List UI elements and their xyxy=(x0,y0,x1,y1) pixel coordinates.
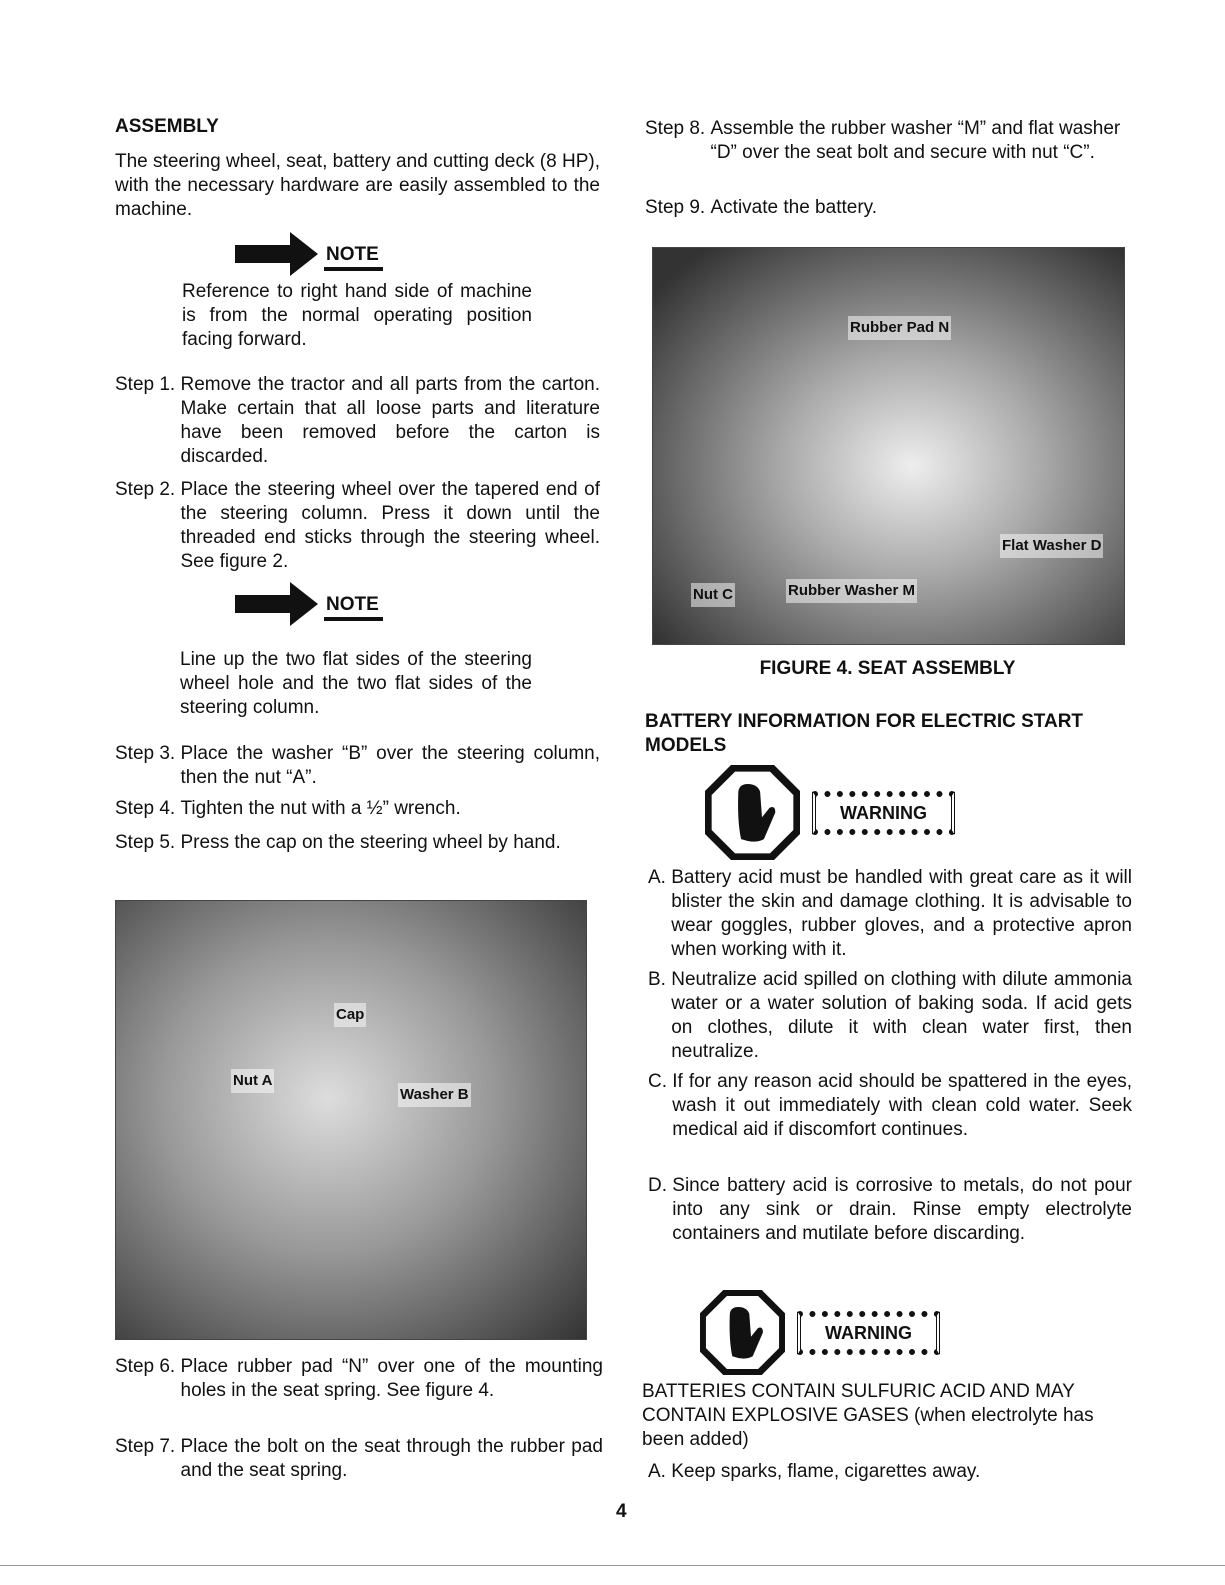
keep-sparks-item xyxy=(648,1460,1132,1484)
stop-hand-icon xyxy=(705,765,800,860)
seat-assembly-photo xyxy=(652,247,1125,645)
arrow-head-icon xyxy=(290,582,318,626)
item-text: Since battery acid is corrosive to metals, do not pour into any sink or drain. Rinse empty electrolyte containers and mutilate before discarding. xyxy=(672,1175,1132,1244)
batteries-warning-text: BATTERIES CONTAIN SULFURIC ACID AND MAY CONTAIN EXPLOSIVE GASES (when electrolyte has been added) xyxy=(642,1381,1094,1450)
item-label: A. xyxy=(648,867,672,888)
note-label: NOTE xyxy=(324,245,383,271)
battery-heading: BATTERY INFORMATION FOR ELECTRIC START MODELS xyxy=(645,711,1084,756)
photo-label: Washer B xyxy=(398,1083,471,1107)
item-text: Battery acid must be handled with great care as it will blister the skin and damage clothing. It is advisable to wear goggles, rubber gloves, and a protective apron when working with it. xyxy=(671,867,1132,960)
note-text: Line up the two flat sides of the steering wheel hole and the two flat sides of the steering column. xyxy=(180,649,532,718)
item-label: C. xyxy=(648,1071,673,1092)
step-4 xyxy=(115,797,600,821)
item-text: Neutralize acid spilled on clothing with dilute ammonia water or a water solution of baking soda. If acid gets on clothes, dilute it with clean water first, then neutralize. xyxy=(671,969,1132,1062)
note-callout xyxy=(235,232,383,271)
assembly-heading: ASSEMBLY xyxy=(115,116,219,137)
arrow-icon xyxy=(235,245,290,263)
step-9 xyxy=(645,196,1130,220)
step-label: Step 3. xyxy=(115,743,181,764)
photo-label: Rubber Washer M xyxy=(786,579,917,603)
warning-label: WARNING xyxy=(812,791,955,835)
step-text: Tighten the nut with a ½” wrench. xyxy=(180,798,461,819)
item-text: Keep sparks, flame, cigarettes away. xyxy=(671,1461,981,1482)
step-label: Step 2. xyxy=(115,479,181,500)
step-5 xyxy=(115,831,600,855)
step-8 xyxy=(645,117,1130,165)
battery-item-d xyxy=(648,1174,1132,1246)
warning-callout xyxy=(705,765,955,860)
step-text: Remove the tractor and all parts from the carton. Make certain that all loose parts and literature have been removed before the carton is discarded. xyxy=(180,374,600,467)
item-label: A. xyxy=(648,1461,672,1482)
step-text: Place the steering wheel over the tapered end of the steering column. Press it down until the threaded end sticks through the steering wheel. See figure 2. xyxy=(180,479,600,572)
battery-item-a xyxy=(648,866,1132,962)
photo-label: Flat Washer D xyxy=(1000,534,1103,558)
step-text: Place the bolt on the seat through the rubber pad and the seat spring. xyxy=(180,1436,603,1481)
battery-item-b xyxy=(648,968,1132,1064)
note-callout xyxy=(235,582,383,621)
item-label: B. xyxy=(648,969,672,990)
photo-label: Nut A xyxy=(231,1069,274,1093)
step-label: Step 4. xyxy=(115,798,181,819)
step-label: Step 7. xyxy=(115,1436,181,1457)
item-label: D. xyxy=(648,1175,673,1196)
arrow-head-icon xyxy=(290,232,318,276)
note-label: NOTE xyxy=(324,595,383,621)
step-text: Place rubber pad “N” over one of the mounting holes in the seat spring. See figure 4. xyxy=(180,1356,603,1401)
warning-label: WARNING xyxy=(797,1311,940,1355)
photo-label: Cap xyxy=(334,1003,366,1027)
warning-callout-2 xyxy=(700,1290,940,1375)
photo-label: Rubber Pad N xyxy=(848,316,951,340)
arrow-icon xyxy=(235,595,290,613)
photo-label: Nut C xyxy=(691,583,735,607)
step-text: Assemble the rubber washer “M” and flat washer “D” over the seat bolt and secure with nut “C”. xyxy=(710,118,1121,163)
page-number: 4 xyxy=(616,1501,627,1522)
step-label: Step 1. xyxy=(115,374,181,395)
step-3 xyxy=(115,742,600,790)
steering-wheel-photo xyxy=(115,900,587,1340)
step-label: Step 9. xyxy=(645,197,711,218)
note-text: Reference to right hand side of machine is from the normal operating position facing forward. xyxy=(182,281,532,350)
step-2 xyxy=(115,478,600,574)
step-label: Step 5. xyxy=(115,832,181,853)
step-6 xyxy=(115,1355,603,1403)
step-text: Press the cap on the steering wheel by hand. xyxy=(180,832,561,853)
step-label: Step 8. xyxy=(645,118,711,139)
step-1 xyxy=(115,373,600,469)
step-text: Place the washer “B” over the steering column, then the nut “A”. xyxy=(180,743,600,788)
figure-caption: FIGURE 4. SEAT ASSEMBLY xyxy=(759,658,1016,679)
step-text: Activate the battery. xyxy=(710,197,878,218)
bottom-rule xyxy=(0,1565,1225,1566)
step-label: Step 6. xyxy=(115,1356,181,1377)
step-7 xyxy=(115,1435,603,1483)
stop-hand-icon xyxy=(700,1290,785,1375)
assembly-intro: The steering wheel, seat, battery and cutting deck (8 HP), with the necessary hardware are easily assembled to the machine. xyxy=(115,151,600,220)
battery-item-c xyxy=(648,1070,1132,1142)
item-text: If for any reason acid should be spattered in the eyes, wash it out immediately with clean cold water. Seek medical aid if discomfort continues. xyxy=(672,1071,1132,1140)
